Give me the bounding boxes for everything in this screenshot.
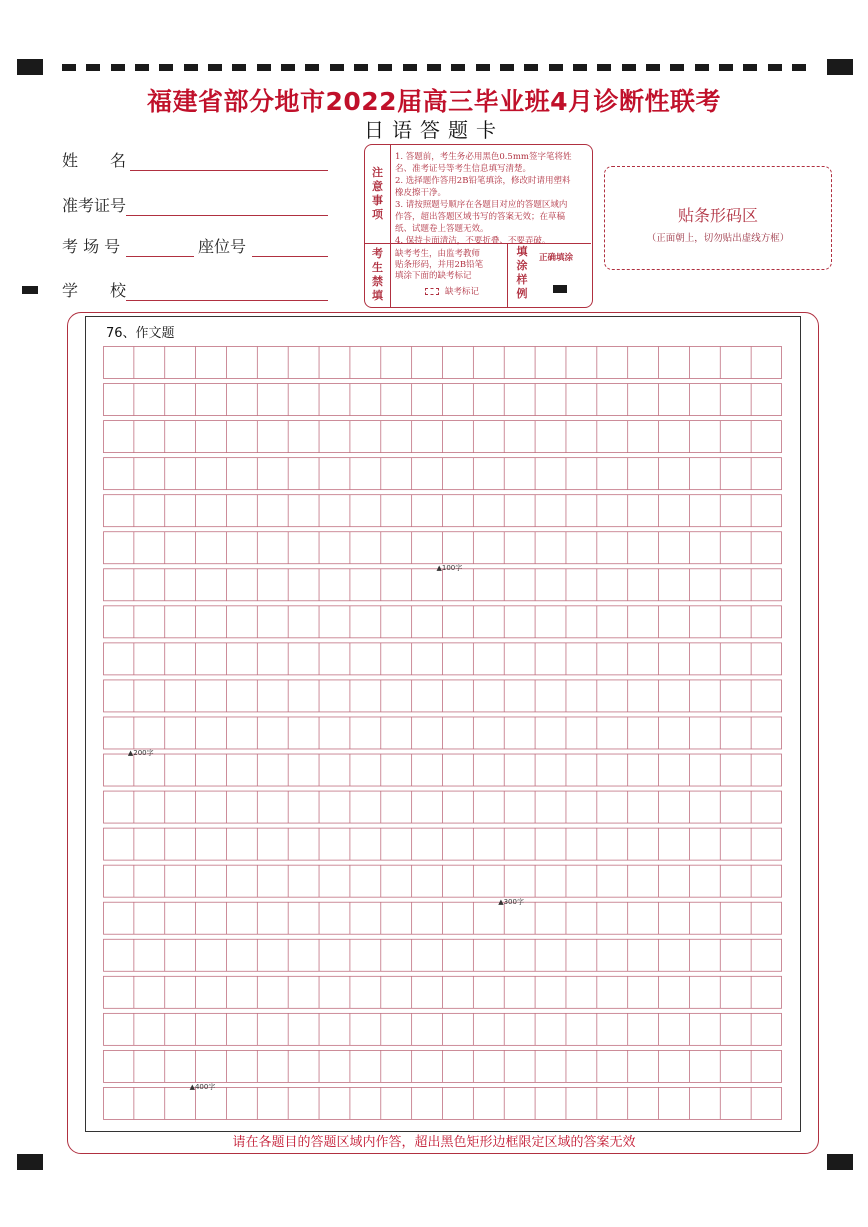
corner-mark-top-right [827, 59, 853, 75]
composition-grid[interactable] [103, 346, 782, 1124]
timing-dash [330, 64, 344, 71]
word-count-marker: ▲400字 [189, 1082, 216, 1091]
absent-instruction-line: 贴条形码，并用2B铅笔 [395, 260, 484, 270]
fill-head-char: 涂 [516, 259, 528, 272]
barcode-title: 贴条形码区 [677, 206, 758, 225]
notice-rule-line: 3. 请按照题号顺序在各题目对应的答题区域内 [395, 200, 568, 210]
notice-rule-line: 4. 保持卡面清洁，不要折叠、不要弄破。 [395, 236, 551, 246]
timing-dash [792, 64, 806, 71]
timing-dash [768, 64, 782, 71]
timing-dash [281, 64, 295, 71]
school-input-line[interactable] [126, 283, 328, 301]
notice-head-char: 项 [372, 208, 383, 221]
notice-heading [365, 145, 391, 243]
absent-heading [365, 243, 391, 307]
barcode-area[interactable] [604, 166, 832, 270]
school-label: 学 校 [62, 281, 127, 300]
timing-dash [403, 64, 417, 71]
notice-rule-line: 2. 选择题作答用2B铅笔填涂，修改时请用塑料 [395, 176, 571, 186]
fill-head-char: 样 [516, 273, 528, 286]
notice-rule-line: 橡皮擦干净。 [395, 188, 447, 198]
seat-label: 座位号 [198, 237, 247, 256]
timing-dash [670, 64, 684, 71]
absent-mark-box[interactable] [425, 288, 439, 295]
notice-rules [395, 151, 589, 247]
timing-dash [184, 64, 198, 71]
timing-dash [378, 64, 392, 71]
timing-dash [232, 64, 246, 71]
corner-mark-top-left [17, 59, 43, 75]
corner-mark-bottom-right [827, 1154, 853, 1170]
notice-head-char: 事 [372, 194, 383, 207]
absent-head-char: 禁 [372, 275, 383, 288]
name-input-line[interactable] [130, 153, 328, 171]
timing-dash [597, 64, 611, 71]
timing-dash [159, 64, 173, 71]
timing-dash [743, 64, 757, 71]
page-title: 福建省部分地市2022届高三毕业班4月诊断性联考 [147, 87, 721, 116]
absent-mark[interactable] [425, 285, 479, 297]
absent-instructions [395, 249, 503, 282]
room-input-line[interactable] [126, 239, 194, 257]
school-field[interactable] [62, 278, 328, 301]
corner-mark-bottom-left [17, 1154, 43, 1170]
timing-dash [354, 64, 368, 71]
fill-example-heading [511, 245, 533, 301]
notice-rule-line: 1. 答题前，考生务必用黑色0.5mm签字笔将姓 [395, 152, 572, 162]
notice-divider [365, 243, 591, 244]
page-subtitle: 日语答题卡 [364, 118, 504, 142]
name-field[interactable] [62, 148, 328, 171]
timing-dash [305, 64, 319, 71]
grid-lines [103, 346, 782, 1124]
timing-dash [257, 64, 271, 71]
fill-correct-sample [553, 285, 567, 293]
timing-dash [86, 64, 100, 71]
footer-warning: 请在各题目的答题区域内作答，超出黑色矩形边框限定区域的答案无效 [232, 1135, 636, 1150]
barcode-note: （正面朝上，切勿贴出虚线方框） [646, 233, 790, 244]
notice-box [364, 144, 593, 308]
fill-correct-label: 正确填涂 [539, 253, 574, 263]
timing-dash [135, 64, 149, 71]
timing-dash [208, 64, 222, 71]
timing-dash [427, 64, 441, 71]
timing-dash [500, 64, 514, 71]
timing-dash [62, 64, 76, 71]
absent-head-char: 考 [372, 247, 383, 260]
word-count-marker: ▲200字 [127, 749, 154, 758]
absent-head-char: 生 [372, 261, 383, 274]
timing-dash [573, 64, 587, 71]
timing-dash [476, 64, 490, 71]
notice-head-char: 意 [372, 180, 383, 193]
room-field[interactable] [62, 234, 194, 257]
notice-rule-line: 纸、试题卷上答题无效。 [395, 224, 489, 234]
exam-id-input-line[interactable] [126, 198, 328, 216]
timing-marks [62, 64, 806, 72]
timing-dash [695, 64, 709, 71]
room-label: 考 场 号 [62, 237, 121, 256]
notice-head-char: 注 [372, 166, 383, 179]
name-label: 姓 名 [62, 151, 127, 170]
timing-dash [111, 64, 125, 71]
seat-field[interactable] [198, 234, 328, 257]
timing-dash [622, 64, 636, 71]
word-count-marker: ▲100字 [436, 564, 463, 573]
exam-id-field[interactable] [62, 193, 328, 216]
absent-head-char: 填 [372, 289, 383, 302]
absent-instruction-line: 填涂下面的缺考标记 [395, 271, 472, 281]
notice-rule-line: 作答，超出答题区域书写的答案无效；在草稿 [395, 212, 566, 222]
timing-dash [646, 64, 660, 71]
fill-divider [507, 243, 508, 307]
timing-dash [524, 64, 538, 71]
notice-rule-line: 名、准考证号等考生信息填写清楚。 [395, 164, 532, 174]
question-title: 76、作文题 [106, 326, 175, 341]
timing-dash [719, 64, 733, 71]
exam-id-label: 准考证号 [62, 196, 127, 215]
word-count-marker: ▲300字 [498, 897, 524, 906]
absent-mark-label: 缺考标记 [445, 287, 480, 297]
fill-head-char: 例 [516, 287, 528, 300]
timing-dash [549, 64, 563, 71]
timing-dash [451, 64, 465, 71]
fill-head-char: 填 [516, 245, 528, 258]
side-mark-left [22, 286, 38, 294]
absent-instruction-line: 缺考考生，由监考教师 [395, 249, 481, 259]
seat-input-line[interactable] [252, 239, 328, 257]
